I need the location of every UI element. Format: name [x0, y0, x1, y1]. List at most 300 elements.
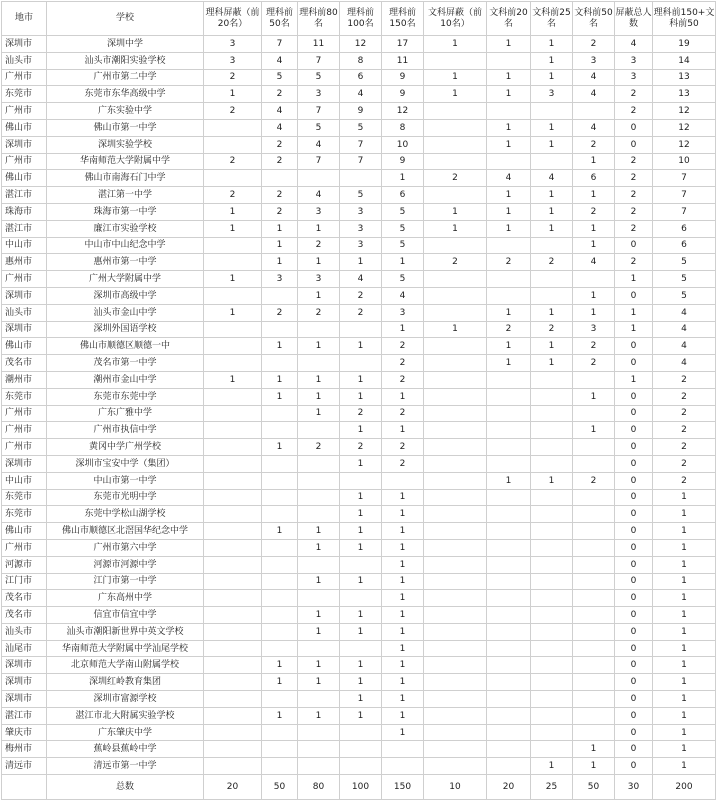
count-cell: 2 [340, 405, 382, 422]
count-cell: 1 [487, 472, 531, 489]
count-cell: 1 [487, 187, 531, 204]
total-cell: 30 [615, 775, 653, 800]
count-cell [531, 657, 573, 674]
count-cell: 2 [653, 405, 716, 422]
count-cell [487, 388, 531, 405]
count-cell: 7 [298, 103, 340, 120]
table-row [2, 623, 716, 640]
count-cell: 1 [382, 523, 424, 540]
school-cell: 广州市执信中学 [47, 422, 204, 439]
count-cell [424, 523, 487, 540]
count-cell: 2 [531, 254, 573, 271]
count-cell: 1 [487, 355, 531, 372]
count-cell [262, 556, 298, 573]
count-cell [262, 724, 298, 741]
count-cell: 2 [298, 237, 340, 254]
count-cell [424, 439, 487, 456]
count-cell: 13 [653, 86, 716, 103]
count-cell: 19 [653, 36, 716, 53]
table-row [2, 607, 716, 624]
city-cell: 茂名市 [2, 607, 47, 624]
count-cell: 1 [340, 523, 382, 540]
count-cell: 3 [204, 36, 262, 53]
column-header: 文科前50名 [573, 2, 615, 36]
count-cell: 0 [615, 472, 653, 489]
total-cell: 80 [298, 775, 340, 800]
count-cell: 1 [382, 707, 424, 724]
count-cell: 1 [653, 657, 716, 674]
city-cell: 汕尾市 [2, 640, 47, 657]
count-cell [487, 237, 531, 254]
count-cell: 1 [262, 254, 298, 271]
table-row [2, 707, 716, 724]
count-cell [340, 741, 382, 758]
count-cell: 2 [531, 321, 573, 338]
count-cell [298, 556, 340, 573]
count-cell [298, 472, 340, 489]
count-cell: 5 [262, 69, 298, 86]
city-cell: 东莞市 [2, 506, 47, 523]
count-cell: 7 [340, 153, 382, 170]
count-cell: 1 [298, 371, 340, 388]
count-cell: 1 [262, 657, 298, 674]
count-cell: 1 [653, 674, 716, 691]
count-cell [424, 287, 487, 304]
count-cell [262, 472, 298, 489]
count-cell [573, 707, 615, 724]
school-cell: 广州市第二中学 [47, 69, 204, 86]
count-cell [531, 674, 573, 691]
table-row [2, 355, 716, 372]
total-cell: 200 [653, 775, 716, 800]
count-cell: 0 [615, 355, 653, 372]
count-cell [531, 506, 573, 523]
count-cell [424, 271, 487, 288]
count-cell: 12 [382, 103, 424, 120]
count-cell: 7 [653, 170, 716, 187]
count-cell: 1 [340, 388, 382, 405]
count-cell: 2 [340, 439, 382, 456]
city-cell: 佛山市 [2, 338, 47, 355]
count-cell: 0 [615, 539, 653, 556]
count-cell [487, 573, 531, 590]
table-row [2, 52, 716, 69]
count-cell [531, 640, 573, 657]
city-cell: 茂名市 [2, 355, 47, 372]
count-cell [573, 674, 615, 691]
count-cell [573, 556, 615, 573]
count-cell: 1 [531, 203, 573, 220]
count-cell: 1 [653, 724, 716, 741]
count-cell [424, 657, 487, 674]
city-cell: 河源市 [2, 556, 47, 573]
count-cell: 2 [573, 472, 615, 489]
count-cell [487, 657, 531, 674]
city-cell: 茂名市 [2, 590, 47, 607]
count-cell: 2 [573, 36, 615, 53]
count-cell: 1 [615, 321, 653, 338]
table-row [2, 338, 716, 355]
header-row [2, 2, 716, 36]
count-cell: 1 [298, 405, 340, 422]
column-header: 理科前100名 [340, 2, 382, 36]
count-cell [487, 287, 531, 304]
count-cell [298, 170, 340, 187]
column-header: 学校 [47, 2, 204, 36]
count-cell: 2 [262, 153, 298, 170]
city-cell: 深圳市 [2, 321, 47, 338]
count-cell: 2 [382, 455, 424, 472]
count-cell: 3 [615, 69, 653, 86]
count-cell: 1 [340, 338, 382, 355]
count-cell: 2 [340, 287, 382, 304]
count-cell [424, 691, 487, 708]
count-cell: 1 [573, 237, 615, 254]
city-cell: 广州市 [2, 103, 47, 120]
count-cell [424, 741, 487, 758]
count-cell: 1 [653, 707, 716, 724]
count-cell: 7 [653, 203, 716, 220]
count-cell: 5 [382, 220, 424, 237]
count-cell [424, 237, 487, 254]
count-cell: 1 [424, 86, 487, 103]
count-cell [424, 590, 487, 607]
city-cell: 东莞市 [2, 489, 47, 506]
count-cell: 12 [653, 136, 716, 153]
count-cell: 1 [653, 691, 716, 708]
count-cell: 1 [382, 489, 424, 506]
count-cell: 0 [615, 741, 653, 758]
count-cell: 5 [382, 271, 424, 288]
count-cell: 0 [615, 758, 653, 775]
count-cell: 1 [531, 136, 573, 153]
count-cell: 1 [382, 573, 424, 590]
school-cell: 东莞市东华高级中学 [47, 86, 204, 103]
count-cell [424, 388, 487, 405]
count-cell [573, 657, 615, 674]
city-cell: 湛江市 [2, 187, 47, 204]
school-cell: 北京师范大学南山附属学校 [47, 657, 204, 674]
column-header: 理科前150+文科前50 [653, 2, 716, 36]
count-cell: 0 [615, 724, 653, 741]
city-cell: 中山市 [2, 237, 47, 254]
count-cell: 1 [204, 371, 262, 388]
city-cell: 汕头市 [2, 304, 47, 321]
count-cell [204, 321, 262, 338]
count-cell: 3 [298, 271, 340, 288]
table-row [2, 271, 716, 288]
table-row [2, 103, 716, 120]
count-cell: 1 [340, 623, 382, 640]
table-row [2, 506, 716, 523]
school-cell: 东莞中学松山湖学校 [47, 506, 204, 523]
count-cell: 1 [615, 371, 653, 388]
ranking-table [1, 1, 716, 800]
count-cell [531, 623, 573, 640]
total-cell: 10 [424, 775, 487, 800]
count-cell [204, 405, 262, 422]
table-row [2, 304, 716, 321]
count-cell [424, 371, 487, 388]
table-row [2, 321, 716, 338]
count-cell: 6 [382, 187, 424, 204]
count-cell: 7 [298, 153, 340, 170]
count-cell: 1 [573, 422, 615, 439]
city-cell: 佛山市 [2, 119, 47, 136]
count-cell: 9 [340, 103, 382, 120]
count-cell: 5 [298, 119, 340, 136]
count-cell: 1 [531, 472, 573, 489]
count-cell [424, 674, 487, 691]
count-cell: 1 [573, 287, 615, 304]
count-cell: 0 [615, 489, 653, 506]
count-cell [262, 355, 298, 372]
school-cell: 华南师范大学附属中学 [47, 153, 204, 170]
count-cell: 0 [615, 623, 653, 640]
count-cell [487, 691, 531, 708]
count-cell: 1 [262, 237, 298, 254]
count-cell [531, 388, 573, 405]
count-cell: 1 [262, 338, 298, 355]
count-cell [424, 187, 487, 204]
count-cell: 6 [340, 69, 382, 86]
count-cell [531, 103, 573, 120]
count-cell: 1 [382, 623, 424, 640]
city-cell: 惠州市 [2, 254, 47, 271]
count-cell [340, 640, 382, 657]
count-cell [573, 439, 615, 456]
count-cell [298, 691, 340, 708]
count-cell: 0 [615, 136, 653, 153]
table-row [2, 573, 716, 590]
count-cell [424, 422, 487, 439]
count-cell: 0 [615, 388, 653, 405]
count-cell: 1 [298, 220, 340, 237]
count-cell [487, 422, 531, 439]
count-cell: 2 [653, 371, 716, 388]
count-cell [204, 455, 262, 472]
count-cell [340, 355, 382, 372]
count-cell: 2 [298, 439, 340, 456]
count-cell [531, 287, 573, 304]
count-cell: 7 [340, 136, 382, 153]
school-cell: 蕉岭县蕉岭中学 [47, 741, 204, 758]
count-cell [487, 556, 531, 573]
table-row [2, 539, 716, 556]
school-cell: 广州大学附属中学 [47, 271, 204, 288]
count-cell [487, 741, 531, 758]
count-cell: 3 [340, 220, 382, 237]
city-cell: 珠海市 [2, 203, 47, 220]
count-cell: 12 [340, 36, 382, 53]
count-cell [262, 489, 298, 506]
count-cell: 2 [615, 170, 653, 187]
count-cell: 1 [262, 674, 298, 691]
table-row [2, 439, 716, 456]
school-cell: 华南师范大学附属中学汕尾学校 [47, 640, 204, 657]
count-cell: 2 [653, 439, 716, 456]
count-cell: 12 [653, 103, 716, 120]
count-cell: 1 [615, 304, 653, 321]
count-cell: 5 [653, 254, 716, 271]
count-cell: 0 [615, 590, 653, 607]
count-cell: 3 [615, 52, 653, 69]
count-cell [573, 590, 615, 607]
table-row [2, 640, 716, 657]
table-row [2, 523, 716, 540]
count-cell: 1 [531, 338, 573, 355]
count-cell: 1 [487, 69, 531, 86]
count-cell: 1 [424, 203, 487, 220]
table-row [2, 69, 716, 86]
count-cell: 1 [382, 724, 424, 741]
total-cell [2, 775, 47, 800]
school-cell: 廉江市实验学校 [47, 220, 204, 237]
table-row [2, 405, 716, 422]
count-cell: 1 [573, 187, 615, 204]
school-cell: 茂名市第一中学 [47, 355, 204, 372]
count-cell: 2 [615, 187, 653, 204]
count-cell: 1 [204, 86, 262, 103]
count-cell: 3 [298, 86, 340, 103]
count-cell [340, 556, 382, 573]
count-cell: 3 [573, 321, 615, 338]
school-cell: 潮州市金山中学 [47, 371, 204, 388]
count-cell [487, 439, 531, 456]
count-cell [204, 607, 262, 624]
count-cell [573, 371, 615, 388]
count-cell: 1 [653, 523, 716, 540]
count-cell: 2 [340, 304, 382, 321]
count-cell: 2 [487, 321, 531, 338]
column-header: 屏蔽总人数 [615, 2, 653, 36]
count-cell: 11 [298, 36, 340, 53]
count-cell: 1 [382, 691, 424, 708]
count-cell: 9 [382, 153, 424, 170]
count-cell: 1 [653, 489, 716, 506]
count-cell: 2 [424, 170, 487, 187]
count-cell [531, 455, 573, 472]
count-cell: 5 [382, 203, 424, 220]
count-cell: 11 [382, 52, 424, 69]
count-cell: 2 [382, 355, 424, 372]
count-cell [573, 623, 615, 640]
count-cell [573, 103, 615, 120]
table-row [2, 472, 716, 489]
count-cell [262, 539, 298, 556]
city-cell: 东莞市 [2, 86, 47, 103]
count-cell [424, 539, 487, 556]
count-cell: 1 [340, 455, 382, 472]
count-cell: 1 [298, 674, 340, 691]
count-cell: 4 [573, 69, 615, 86]
city-cell: 佛山市 [2, 523, 47, 540]
school-cell: 汕头市金山中学 [47, 304, 204, 321]
count-cell: 4 [262, 52, 298, 69]
count-cell: 4 [531, 170, 573, 187]
table-row [2, 724, 716, 741]
school-cell: 深圳市高级中学 [47, 287, 204, 304]
table-row [2, 287, 716, 304]
column-header: 理科前80名 [298, 2, 340, 36]
count-cell: 8 [382, 119, 424, 136]
count-cell [487, 758, 531, 775]
count-cell: 3 [340, 203, 382, 220]
count-cell [204, 556, 262, 573]
count-cell: 1 [531, 220, 573, 237]
count-cell [487, 489, 531, 506]
city-cell: 广州市 [2, 271, 47, 288]
count-cell: 7 [653, 187, 716, 204]
count-cell: 1 [573, 304, 615, 321]
count-cell [424, 119, 487, 136]
count-cell: 0 [615, 422, 653, 439]
total-cell: 50 [573, 775, 615, 800]
count-cell [262, 321, 298, 338]
city-cell: 广州市 [2, 439, 47, 456]
city-cell: 深圳市 [2, 36, 47, 53]
table-row [2, 741, 716, 758]
school-cell: 佛山市顺德区北滘国华纪念中学 [47, 523, 204, 540]
school-cell: 深圳市宝安中学（集团） [47, 455, 204, 472]
school-cell: 汕头市潮阳实验学校 [47, 52, 204, 69]
count-cell: 5 [653, 271, 716, 288]
count-cell: 0 [615, 556, 653, 573]
count-cell: 3 [573, 52, 615, 69]
count-cell: 1 [204, 271, 262, 288]
count-cell: 1 [340, 674, 382, 691]
count-cell [531, 607, 573, 624]
count-cell [531, 153, 573, 170]
count-cell [204, 472, 262, 489]
count-cell [573, 691, 615, 708]
count-cell: 6 [573, 170, 615, 187]
count-cell: 1 [204, 304, 262, 321]
city-cell: 深圳市 [2, 287, 47, 304]
table-row [2, 422, 716, 439]
count-cell [424, 607, 487, 624]
count-cell: 0 [615, 455, 653, 472]
count-cell: 2 [573, 355, 615, 372]
count-cell [531, 523, 573, 540]
count-cell [204, 254, 262, 271]
count-cell: 1 [382, 657, 424, 674]
total-row [2, 775, 716, 800]
count-cell: 1 [653, 590, 716, 607]
school-cell: 佛山市顺德区顺德一中 [47, 338, 204, 355]
count-cell [531, 422, 573, 439]
count-cell: 1 [298, 657, 340, 674]
count-cell: 1 [573, 153, 615, 170]
count-cell [298, 590, 340, 607]
count-cell [204, 758, 262, 775]
total-cell: 25 [531, 775, 573, 800]
count-cell: 0 [615, 287, 653, 304]
count-cell: 1 [262, 523, 298, 540]
count-cell: 2 [653, 472, 716, 489]
count-cell [298, 422, 340, 439]
count-cell: 2 [573, 136, 615, 153]
city-cell: 江门市 [2, 573, 47, 590]
school-cell: 广东广雅中学 [47, 405, 204, 422]
city-cell: 肇庆市 [2, 724, 47, 741]
count-cell [204, 506, 262, 523]
count-cell: 0 [615, 405, 653, 422]
count-cell: 2 [615, 254, 653, 271]
school-cell: 深圳中学 [47, 36, 204, 53]
count-cell: 14 [653, 52, 716, 69]
table-row [2, 674, 716, 691]
